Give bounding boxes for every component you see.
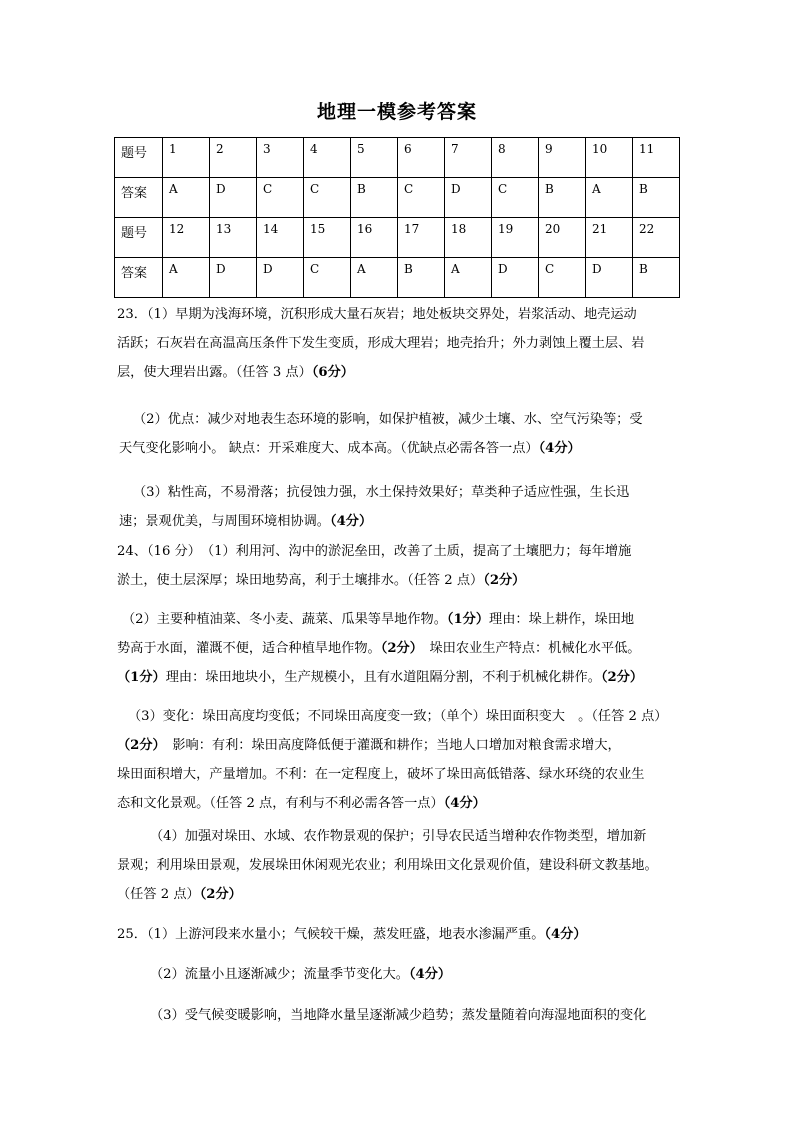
answer-cell: A — [163, 258, 210, 298]
text-line: （3）受气候变暖影响，当地降水量呈逐渐减少趋势；蒸发量随着向海湿地面积的变化 — [150, 1008, 647, 1023]
answer-cell: C — [257, 178, 304, 218]
question-number: 4 — [304, 138, 351, 178]
question-number: 21 — [586, 218, 633, 258]
answer-cell: C — [492, 178, 539, 218]
table-row — [115, 138, 680, 178]
score-label: （1分） — [446, 612, 490, 627]
text-run: 淤土，使土层深厚；垛田地势高，利于土壤排水。（任答 2 点） — [117, 573, 484, 588]
answer-cell: A — [163, 178, 210, 218]
table-row — [115, 218, 680, 258]
q24-part2 — [117, 605, 644, 692]
text-run: 速；景观优美，与周围环境相协调。 — [119, 514, 330, 529]
answer-cell: A — [445, 258, 492, 298]
text-run: 25．（1）上游河段来水量小；气候较干燥，蒸发旺盛，地表水渗漏严重。 — [117, 927, 545, 942]
q23-part1 — [117, 300, 645, 387]
q24-part1 — [117, 537, 631, 595]
answer-cell: D — [492, 258, 539, 298]
text-run: 影响：有利：垛田高度降低便于灌溉和耕作；当地人口增加对粮食需求增大， — [159, 738, 621, 753]
text-line — [117, 789, 667, 818]
answer-table — [114, 137, 680, 298]
question-number: 13 — [210, 218, 257, 258]
answer-cell: D — [257, 258, 304, 298]
question-number: 1 — [163, 138, 210, 178]
text-run: 势高于水面，灌溉不便，适合种植旱地作物。 — [117, 641, 381, 656]
answer-cell: A — [586, 178, 633, 218]
question-number: 17 — [398, 218, 445, 258]
score-label: （4分） — [544, 927, 587, 942]
text-run: 垛田农业生产特点：机械化水平低。 — [416, 641, 641, 656]
answer-cell: B — [351, 178, 398, 218]
question-number: 8 — [492, 138, 539, 178]
q24-part3 — [117, 702, 668, 818]
q24-part4 — [117, 822, 658, 909]
text-line — [117, 634, 643, 663]
text-line — [150, 960, 451, 989]
text-line — [119, 434, 643, 463]
question-number: 14 — [257, 218, 304, 258]
answer-cell: B — [633, 258, 680, 298]
score-label: （2分） — [199, 887, 242, 902]
answer-cell: C — [304, 178, 351, 218]
text-line: 24、（16 分） （1）利用河、沟中的淤泥垒田，改善了土质，提高了土壤肥力；每年增施 — [117, 544, 632, 559]
answer-cell: D — [210, 258, 257, 298]
score-label: （4分） — [330, 514, 373, 529]
table-row — [115, 178, 680, 218]
question-number: 18 — [445, 218, 492, 258]
question-number: 9 — [539, 138, 586, 178]
text-line: 垛田面积增大，产量增加。不利：在一定程度上，破坏了垛田高低错落、绿水环绕的农业生 — [117, 767, 645, 782]
text-line: 活跃；石灰岩在高温高压条件下发生变质，形成大理岩；地壳抬升；外力剥蚀上覆土层、岩 — [117, 336, 645, 351]
text-run: 理由：垛上耕作，垛田地 — [489, 612, 635, 627]
text-run: 层，使大理岩出露。（任答 3 点） — [117, 365, 312, 380]
question-number: 7 — [445, 138, 492, 178]
text-line: 23．（1）早期为浅海环境，沉积形成大量石灰岩；地处板块交界处，岩浆活动、地壳运动 — [117, 307, 637, 322]
answer-cell: B — [633, 178, 680, 218]
table-answer-label: 答案 — [115, 178, 163, 218]
text-run: 天气变化影响小。 缺点：开采难度大、成本高。（优缺点必需各答一点） — [119, 441, 539, 456]
question-number: 16 — [351, 218, 398, 258]
score-label: （6分） — [311, 365, 354, 380]
question-number: 20 — [539, 218, 586, 258]
text-run: （任答 2 点） — [117, 887, 200, 902]
text-run: （2）主要种植油菜、冬小麦、蔬菜、瓜果等旱地作物。 — [122, 612, 447, 627]
score-label: （1分） — [117, 670, 166, 685]
text-line — [117, 663, 643, 692]
text-line: （2）优点：减少对地表生态环境的影响，如保护植被，减少土壤、水、空气污染等；受 — [133, 412, 643, 427]
answer-cell: B — [539, 178, 586, 218]
answer-cell: D — [586, 258, 633, 298]
question-number: 5 — [351, 138, 398, 178]
text-line — [117, 358, 645, 387]
question-number: 11 — [633, 138, 680, 178]
question-number: 3 — [257, 138, 304, 178]
page-title: 地理一模参考答案 — [316, 101, 477, 123]
q25-part1 — [117, 920, 587, 949]
answer-cell: D — [445, 178, 492, 218]
text-line — [117, 880, 658, 909]
text-line: （3）粘性高，不易滑落；抗侵蚀力强，水土保持效果好；草类种子适应性强，生长迅 — [133, 485, 630, 500]
text-run: （2）流量小且逐渐减少；流量季节变化大。 — [150, 967, 409, 982]
text-run: 态和文化景观。（任答 2 点，有利与不利必需各答一点） — [117, 796, 444, 811]
text-line — [117, 731, 667, 760]
answer-cell: A — [351, 258, 398, 298]
question-number: 22 — [633, 218, 680, 258]
score-label: （2分） — [117, 738, 160, 753]
text-line: 景观；利用垛田景观，发展垛田休闲观光农业；利用垛田文化景观价值，建设科研文教基地。 — [117, 858, 658, 873]
score-label: （2分） — [380, 641, 417, 656]
text-line — [122, 605, 643, 634]
q23-part3 — [119, 478, 630, 536]
text-line — [117, 920, 587, 949]
answer-cell: C — [304, 258, 351, 298]
text-run: 理由：垛田地块小，生产规模小，且有水道阻隔分割，不利于机械化耕作。 — [165, 670, 601, 685]
q23-part2 — [119, 405, 643, 463]
question-number: 10 — [586, 138, 633, 178]
question-number: 19 — [492, 218, 539, 258]
score-label: （2分） — [483, 573, 526, 588]
score-label: （4分） — [538, 441, 581, 456]
answer-cell: B — [398, 258, 445, 298]
text-line — [119, 507, 629, 536]
table-header-cell: 题号 — [115, 138, 163, 178]
text-line — [117, 566, 631, 595]
question-number: 2 — [210, 138, 257, 178]
q25-part2 — [150, 960, 451, 989]
question-number: 12 — [163, 218, 210, 258]
score-label: （4分） — [408, 967, 452, 982]
question-number: 15 — [304, 218, 351, 258]
score-label: （4分） — [443, 796, 486, 811]
text-line: （3）变化：垛田高度均变低；不同垛田高度变一致；（单个）垛田面积变大 。（任答 2 点） — [128, 709, 668, 724]
text-line: （4）加强对垛田、水域、农作物景观的保护；引导农民适当增种农作物类型，增加新 — [150, 829, 647, 844]
answer-cell: C — [398, 178, 445, 218]
answer-cell: C — [539, 258, 586, 298]
question-number: 6 — [398, 138, 445, 178]
q25-part3 — [150, 1001, 646, 1030]
score-label: （2分） — [600, 670, 644, 685]
answer-cell: D — [210, 178, 257, 218]
table-header-cell: 题号 — [115, 218, 163, 258]
table-row — [115, 258, 680, 298]
table-answer-label: 答案 — [115, 258, 163, 298]
